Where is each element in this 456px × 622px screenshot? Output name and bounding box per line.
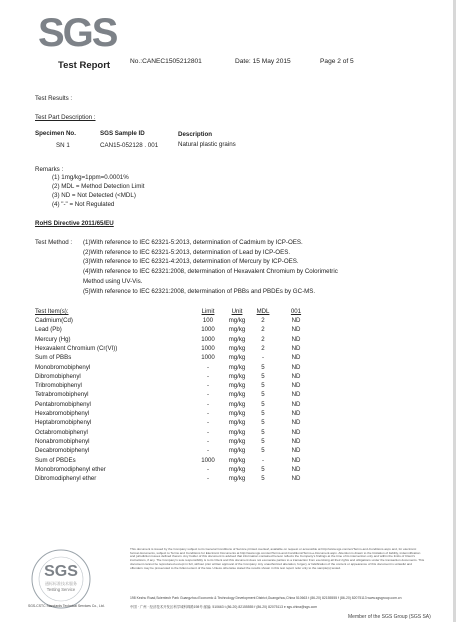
column-header-unit: Unit bbox=[231, 308, 243, 315]
test-method-line: (3)With reference to IEC 62321-4:2013, determination of Mercury by ICP-OES. bbox=[83, 258, 299, 265]
cell-mdl: 5 bbox=[261, 419, 265, 427]
test-method-label: Test Method : bbox=[35, 239, 73, 246]
cell-limit: 1000 bbox=[201, 326, 215, 334]
remark-item: (2) MDL = Method Detection Limit bbox=[52, 183, 145, 190]
cell-limit: - bbox=[206, 391, 210, 399]
remark-item: (3) ND = Not Detected (<MDL) bbox=[52, 192, 136, 199]
cell-mdl: 5 bbox=[261, 428, 265, 436]
sgs-logo: SGS bbox=[38, 11, 117, 55]
description-header: Description bbox=[178, 131, 213, 138]
table-row bbox=[0, 429, 456, 437]
cell-test-item: Dibromodiphenyl ether bbox=[35, 475, 97, 483]
table-row bbox=[0, 336, 456, 344]
cell-test-item: Sum of PBDEs bbox=[35, 456, 76, 464]
sample-id-value: CAN15-052128 . 001 bbox=[100, 142, 159, 149]
cell-test-item: Monobromodiphenyl ether bbox=[35, 465, 106, 473]
column-header-limit: Limit bbox=[201, 308, 215, 315]
page-number: Page 2 of 5 bbox=[320, 58, 354, 65]
rohs-directive-heading: RoHS Directive 2011/65/EU bbox=[35, 220, 114, 227]
cell-unit: mg/kg bbox=[228, 465, 246, 473]
cell-unit: mg/kg bbox=[228, 428, 246, 436]
test-method-line: (1)With reference to IEC 62321-5:2013, determination of Cadmium by ICP-OES. bbox=[83, 239, 303, 246]
test-results-heading: Test Results : bbox=[35, 95, 73, 102]
cell-test-item: Nonabromobiphenyl bbox=[35, 437, 90, 445]
cell-limit: 1000 bbox=[201, 354, 215, 362]
seal-caption: Testing Service bbox=[46, 587, 76, 592]
cell-limit: 1000 bbox=[201, 456, 215, 464]
cell-limit: - bbox=[206, 447, 210, 455]
report-title: Test Report bbox=[58, 60, 111, 71]
table-row bbox=[0, 391, 456, 399]
cell-limit: - bbox=[206, 372, 210, 380]
table-row bbox=[0, 457, 456, 465]
cell-limit: 1000 bbox=[201, 335, 215, 343]
cell-test-item: Hexabromobiphenyl bbox=[35, 410, 90, 417]
seal-chinese-text: 通标标准技术服务 bbox=[45, 581, 77, 586]
cell-unit: mg/kg bbox=[228, 410, 246, 417]
cell-limit: - bbox=[206, 428, 210, 436]
remark-item: (1) 1mg/kg=1ppm=0.0001% bbox=[52, 174, 129, 181]
sgs-company-name: SGS-CSTC Standards Technical Services Co., Ltd. bbox=[28, 604, 105, 608]
table-row bbox=[0, 364, 456, 372]
cell-unit: mg/kg bbox=[228, 475, 246, 483]
table-row bbox=[0, 373, 456, 381]
table-row bbox=[0, 326, 456, 334]
address-english: 198 Kezhu Road,Scientech Park Guangzhou Economic & Technology Development District,Guangzhou,China 510663 t (86-20) 82155555 f (86-20) 82075113 www.sgsgroup.com.cn bbox=[130, 596, 402, 600]
cell-unit: mg/kg bbox=[228, 437, 246, 445]
cell-test-item: Monobromobiphenyl bbox=[35, 363, 91, 371]
cell-mdl: 5 bbox=[261, 400, 265, 408]
table-row bbox=[0, 410, 456, 418]
cell-mdl: 2 bbox=[261, 317, 265, 324]
cell-limit: - bbox=[206, 400, 210, 408]
cell-result: ND bbox=[291, 447, 301, 455]
table-row bbox=[0, 345, 456, 353]
cell-test-item: Hexavalent Chromium (Cr(VI)) bbox=[35, 344, 118, 352]
cell-limit: - bbox=[206, 465, 210, 473]
cell-unit: mg/kg bbox=[228, 363, 246, 371]
cell-result: ND bbox=[291, 382, 301, 390]
cell-limit: - bbox=[206, 437, 210, 445]
seal-logo-text: SGS bbox=[44, 563, 78, 580]
table-row bbox=[0, 438, 456, 446]
cell-mdl: 5 bbox=[261, 363, 265, 371]
sgs-sample-id-header: SGS Sample ID bbox=[100, 130, 145, 137]
test-part-description-heading: Test Part Description : bbox=[35, 114, 96, 121]
results-table-header bbox=[0, 308, 456, 316]
cell-unit: mg/kg bbox=[228, 419, 246, 427]
remark-item: (4) "-" = Not Regulated bbox=[52, 201, 115, 208]
cell-limit: - bbox=[206, 363, 210, 371]
cell-mdl: 5 bbox=[261, 447, 265, 455]
cell-unit: mg/kg bbox=[228, 447, 246, 455]
cell-unit: mg/kg bbox=[228, 391, 246, 399]
cell-mdl: 2 bbox=[261, 326, 265, 334]
cell-result: ND bbox=[291, 419, 301, 427]
table-row bbox=[0, 447, 456, 455]
cell-test-item: Lead (Pb) bbox=[35, 326, 62, 334]
cell-mdl: 5 bbox=[261, 437, 265, 445]
cell-test-item: Cadmium(Cd) bbox=[35, 317, 73, 324]
remarks-heading: Remarks : bbox=[35, 166, 64, 173]
cell-mdl: 5 bbox=[261, 475, 265, 483]
cell-test-item: Sum of PBBs bbox=[35, 354, 72, 362]
test-method-line: (4)With reference to IEC 62321:2008, determination of Hexavalent Chromium by Colorimetric bbox=[83, 268, 338, 275]
cell-result: ND bbox=[291, 465, 301, 473]
cell-result: ND bbox=[291, 428, 301, 436]
cell-mdl: 5 bbox=[261, 391, 265, 399]
cell-mdl: 5 bbox=[261, 372, 265, 380]
cell-unit: mg/kg bbox=[228, 326, 246, 334]
cell-result: ND bbox=[291, 400, 301, 408]
cell-test-item: Octabromobiphenyl bbox=[35, 428, 88, 436]
cell-test-item: Mercury (Hg) bbox=[35, 335, 71, 343]
cell-mdl: 2 bbox=[261, 344, 265, 352]
cell-unit: mg/kg bbox=[228, 382, 246, 390]
cell-result: ND bbox=[291, 335, 301, 343]
cell-limit: 1000 bbox=[201, 344, 215, 352]
cell-result: ND bbox=[291, 344, 301, 352]
testing-service-seal bbox=[30, 548, 92, 610]
column-header-result: 001 bbox=[290, 308, 302, 315]
cell-result: ND bbox=[291, 317, 301, 324]
test-method-line: Method using UV-Vis. bbox=[83, 278, 143, 285]
table-row bbox=[0, 475, 456, 483]
cell-limit: 100 bbox=[202, 317, 214, 324]
column-header-mdl: MDL bbox=[256, 308, 270, 315]
cell-result: ND bbox=[291, 372, 301, 380]
cell-result: ND bbox=[291, 391, 301, 399]
table-row bbox=[0, 466, 456, 474]
table-row bbox=[0, 419, 456, 427]
column-header-test-items: Test Item(s): bbox=[35, 308, 69, 315]
cell-result: ND bbox=[291, 410, 301, 417]
cell-test-item: Dibromobiphenyl bbox=[35, 372, 81, 380]
cell-test-item: Tetrabromobiphenyl bbox=[35, 391, 89, 399]
table-row bbox=[0, 317, 456, 325]
specimen-no-value: SN 1 bbox=[56, 142, 70, 149]
cell-mdl: 5 bbox=[261, 465, 265, 473]
cell-test-item: Decabromobiphenyl bbox=[35, 447, 90, 455]
member-of-sgs-group: Member of the SGS Group (SGS SA) bbox=[348, 614, 431, 620]
cell-mdl: 2 bbox=[261, 335, 265, 343]
cell-result: ND bbox=[291, 475, 301, 483]
cell-limit: - bbox=[206, 382, 210, 390]
cell-unit: mg/kg bbox=[228, 335, 246, 343]
cell-result: ND bbox=[291, 326, 301, 334]
cell-unit: mg/kg bbox=[228, 372, 246, 380]
cell-mdl: 5 bbox=[261, 410, 265, 417]
cell-unit: mg/kg bbox=[228, 400, 246, 408]
legal-disclaimer: This document is issued by the Company subject to its General Conditions of Service printed overleaf, available on request or accessible at http://www.sgs.com/en/Terms-and-Conditions.aspx and, for electronic format documents, subject to Terms and Conditions for Electronic Documents at http://www.sgs.com/en/Terms-and-Conditions/Terms-e-Document.aspx. Attention is drawn to the limitation of liability, indemnification and jurisdiction issues defined therein. Any holder of this document is advised that information contained hereon reflects the Company's findings at the time of its intervention only and within the limits of Client's instructions, if any. The Company's sole responsibility is to its Client and this document does not exonerate parties to a transaction from exercising all their rights and obligations under the transaction documents. This document cannot be reproduced except in full, without prior written approval of the Company. Any unauthorized alteration, forgery or falsification of the content or appearance of this document is unlawful and offenders may be prosecuted to the fullest extent of the law. Unless otherwise stated the results shown in this test report refer only to the sample(s) tested. bbox=[130, 547, 425, 570]
table-row bbox=[0, 354, 456, 362]
cell-test-item: Pentabromobiphenyl bbox=[35, 400, 91, 408]
cell-unit: mg/kg bbox=[228, 456, 246, 464]
cell-unit: mg/kg bbox=[228, 344, 246, 352]
test-method-line: (5)With reference to IEC 62321:2008, determination of PBBs and PBDEs by GC-MS. bbox=[83, 288, 316, 295]
cell-result: ND bbox=[291, 363, 301, 371]
specimen-no-header: Specimen No. bbox=[35, 130, 76, 137]
cell-limit: - bbox=[206, 475, 210, 483]
cell-result: ND bbox=[291, 456, 301, 464]
cell-mdl: - bbox=[261, 354, 265, 362]
cell-test-item: Tribromobiphenyl bbox=[35, 382, 82, 390]
cell-test-item: Heptabromobiphenyl bbox=[35, 419, 92, 427]
cell-limit: - bbox=[206, 419, 210, 427]
description-value: Natural plastic grains bbox=[178, 141, 236, 148]
report-date: Date: 15 May 2015 bbox=[235, 58, 291, 65]
table-row bbox=[0, 401, 456, 409]
table-row bbox=[0, 382, 456, 390]
cell-unit: mg/kg bbox=[228, 354, 246, 362]
cell-mdl: - bbox=[261, 456, 265, 464]
cell-result: ND bbox=[291, 354, 301, 362]
cell-result: ND bbox=[291, 437, 301, 445]
address-chinese: 中国 · 广州 · 经济技术开发区科学城科珠路198号 邮编: 510663 t (86-20) 82155555 f (86-20) 82075113 e sgs.china@sgs.com bbox=[130, 605, 318, 609]
cell-unit: mg/kg bbox=[228, 317, 246, 324]
report-number: No.:CANEC1505212801 bbox=[130, 58, 202, 65]
test-method-line: (2)With reference to IEC 62321-5:2013, determination of Lead by ICP-OES. bbox=[83, 249, 291, 256]
cell-mdl: 5 bbox=[261, 382, 265, 390]
cell-limit: - bbox=[206, 410, 210, 417]
